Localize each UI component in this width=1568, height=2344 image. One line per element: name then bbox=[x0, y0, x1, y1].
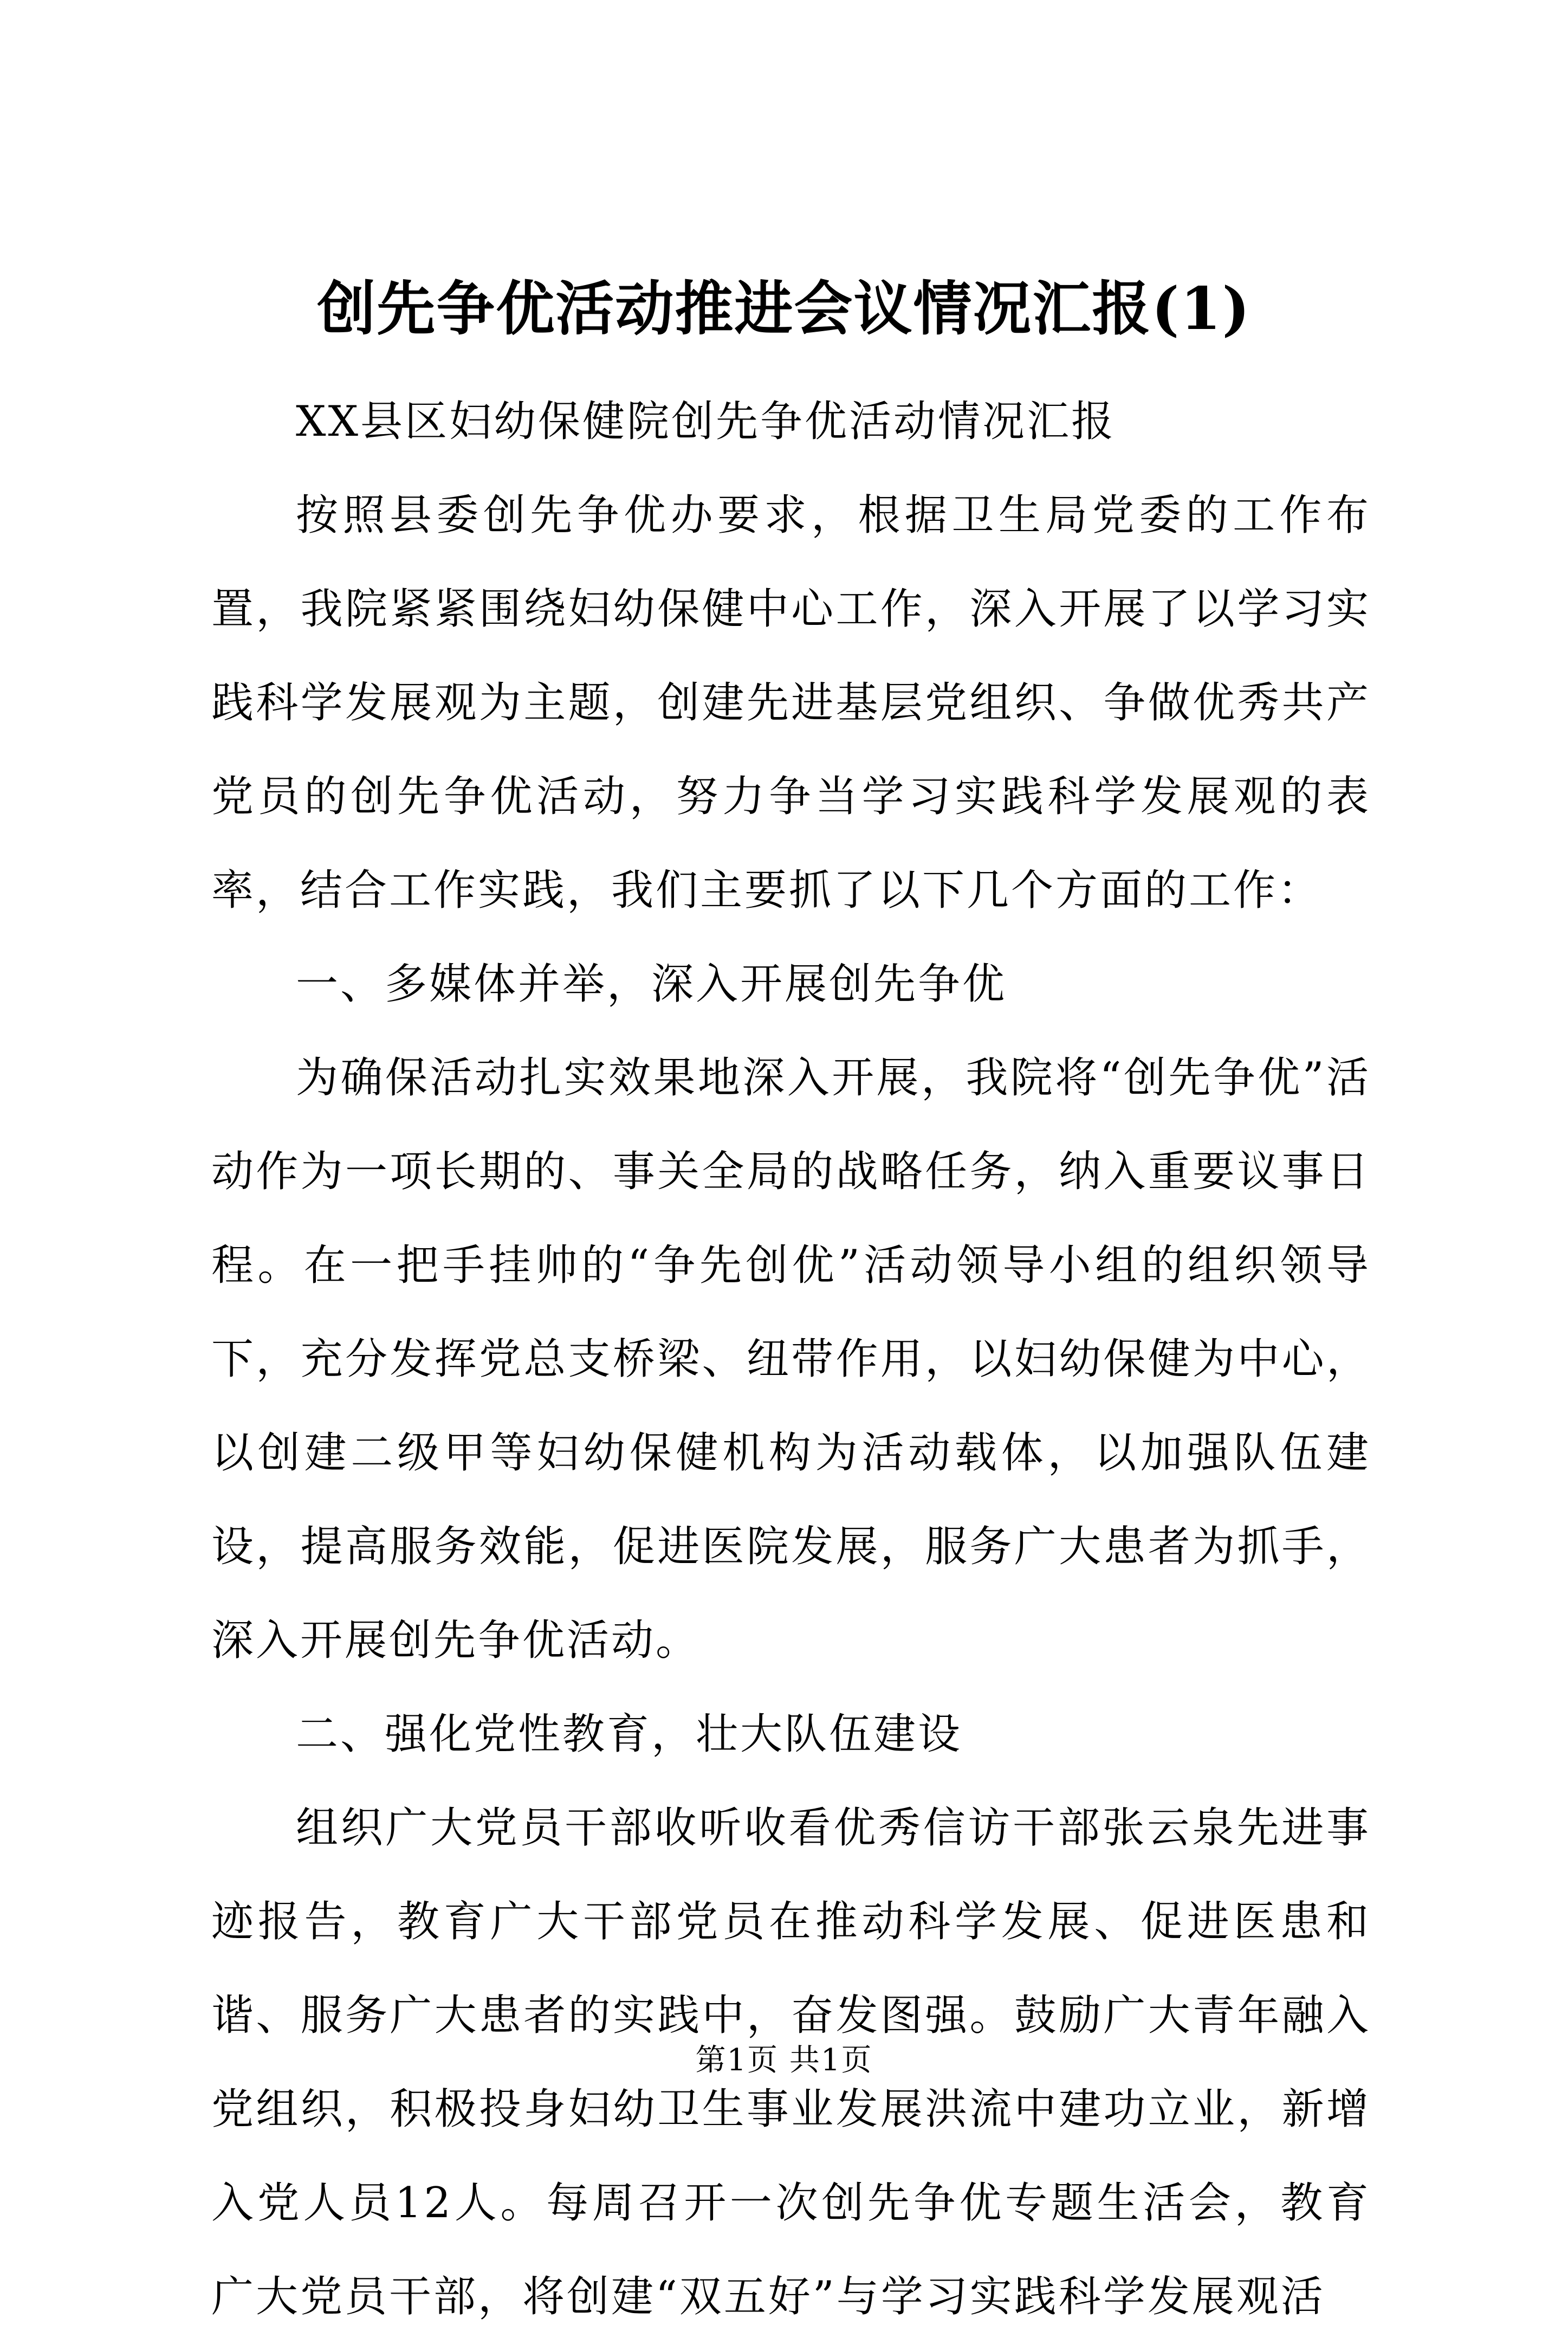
section-2-paragraph: 组织广大党员干部收听收看优秀信访干部张云泉先进事迹报告，教育广大干部党员在推动科学发展、促进医患和谐、服务广大患者的实践中，奋发图强。鼓励广大青年融入党组织，积极投身妇幼卫生事业发展洪流中建功立业，新增入党人员12人。每周召开一次创先争优专题生活会，教育广大党员干部，将创建“双五好”与学习实践科学发展观活 bbox=[211, 1804, 1371, 2321]
section-heading-1: 一、多媒体并举，深入开展创先争优 bbox=[296, 960, 1007, 1009]
section-heading-2: 二、强化党性教育，壮大队伍建设 bbox=[296, 1710, 963, 1759]
page-number-footer: 第1页 共1页 bbox=[695, 2043, 873, 2078]
section-1-paragraph: 为确保活动扎实效果地深入开展，我院将“创先争优”活动作为一项长期的、事关全局的战略任务，纳入重要议事日程。在一把手挂帅的“争先创优”活动领导小组的组织领导下，充分发挥党总支桥梁、纽带作用，以妇幼保健为中心，以创建二级甲等妇幼保健机构为活动载体，以加强队伍建设，提高服务效能，促进医院发展，服务广大患者为抓手，深入开展创先争优活动。 bbox=[211, 1054, 1371, 1665]
document-title: 创先争优活动推进会议情况汇报(1) bbox=[317, 275, 1251, 343]
intro-paragraph: 按照县委创先争优办要求，根据卫生局党委的工作布置，我院紧紧围绕妇幼保健中心工作，深入开展了以学习实践科学发展观为主题，创建先进基层党组织、争做优秀共产党员的创先争优活动，努力争当学习实践科学发展观的表率，结合工作实践，我们主要抓了以下几个方面的工作： bbox=[211, 491, 1371, 915]
report-subtitle: XX县区妇幼保健院创先争优活动情况汇报 bbox=[296, 397, 1116, 446]
